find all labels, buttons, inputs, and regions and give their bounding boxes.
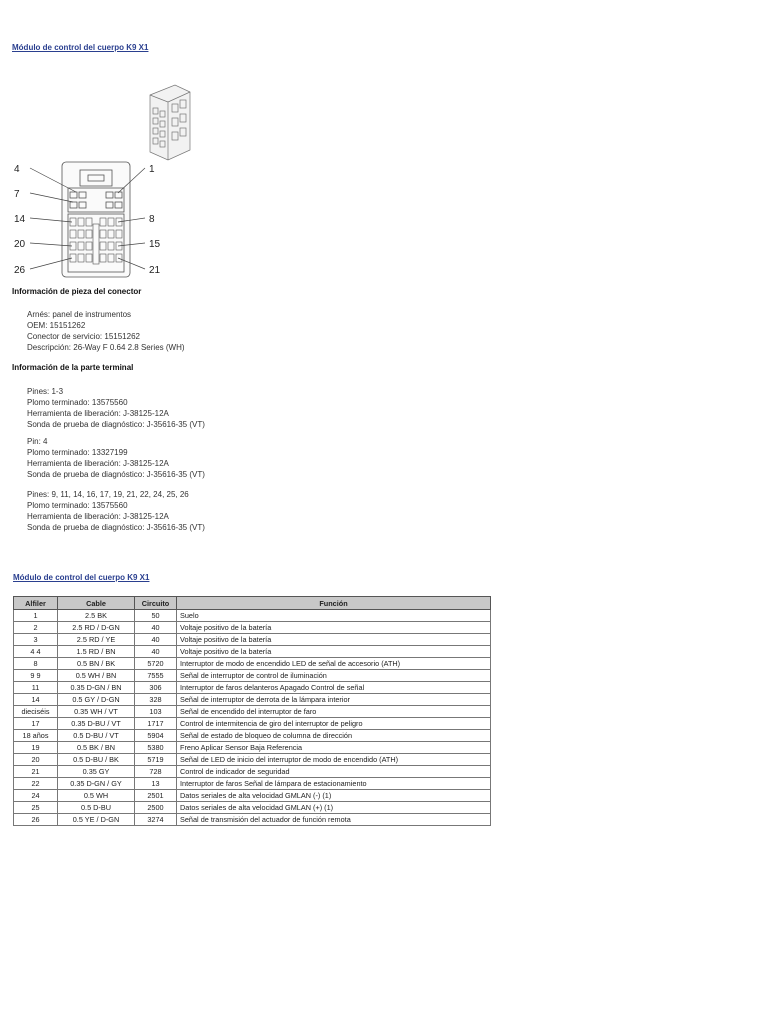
pin-label-left: 7 (14, 189, 20, 200)
cell-pin: 21 (14, 766, 58, 778)
pin-label-right: 1 (149, 164, 155, 175)
cell-wire: 0.35 D-GN / BN (58, 682, 135, 694)
cell-wire: 2.5 BK (58, 610, 135, 622)
cell-wire: 2.5 RD / YE (58, 634, 135, 646)
terminal-info-block (27, 436, 205, 480)
cell-function: Interruptor de faros delanteros Apagado Control de señal (177, 682, 491, 694)
pin-label-left: 26 (14, 265, 26, 276)
column-header-function: Función (177, 597, 491, 610)
cell-wire: 0.5 D-BU / VT (58, 730, 135, 742)
cell-pin: 19 (14, 742, 58, 754)
cell-pin: 2 (14, 622, 58, 634)
table-row (14, 742, 491, 754)
table-row (14, 634, 491, 646)
connector-isometric-image (150, 85, 190, 160)
info-line: Sonda de prueba de diagnóstico: J-35616-35 (VT) (27, 523, 205, 532)
table-header-row (14, 597, 491, 610)
info-line: Plomo terminado: 13575560 (27, 501, 128, 510)
table-row (14, 814, 491, 826)
cell-circuit: 2501 (135, 790, 177, 802)
info-line: OEM: 15151262 (27, 321, 86, 330)
table-row (14, 646, 491, 658)
cell-function: Datos seriales de alta velocidad GMLAN (+) (1) (177, 802, 491, 814)
cell-circuit: 5904 (135, 730, 177, 742)
cell-wire: 0.5 BK / BN (58, 742, 135, 754)
cell-pin: 25 (14, 802, 58, 814)
connector-info-block (27, 309, 185, 353)
cell-pin: 20 (14, 754, 58, 766)
cell-circuit: 328 (135, 694, 177, 706)
cell-circuit: 7555 (135, 670, 177, 682)
column-header-wire: Cable (58, 597, 135, 610)
cell-circuit: 1717 (135, 718, 177, 730)
cell-wire: 0.35 D-BU / VT (58, 718, 135, 730)
pin-label-left: 4 (14, 164, 20, 175)
cell-pin: 18 años (14, 730, 58, 742)
cell-wire: 0.35 WH / VT (58, 706, 135, 718)
connector-face (62, 162, 130, 277)
info-line: Plomo terminado: 13327199 (27, 448, 128, 457)
table-row (14, 802, 491, 814)
info-line: Sonda de prueba de diagnóstico: J-35616-35 (VT) (27, 470, 205, 479)
cell-wire: 0.5 GY / D-GN (58, 694, 135, 706)
cell-function: Interruptor de faros Señal de lámpara de estacionamiento (177, 778, 491, 790)
cell-circuit: 40 (135, 646, 177, 658)
table-row (14, 670, 491, 682)
cell-wire: 0.5 YE / D-GN (58, 814, 135, 826)
table-row (14, 682, 491, 694)
pin-label-right: 21 (149, 265, 161, 276)
cell-pin: 22 (14, 778, 58, 790)
cell-function: Control de intermitencia de giro del interruptor de peligro (177, 718, 491, 730)
table-row (14, 610, 491, 622)
terminal-info-heading: Información de la parte terminal (12, 363, 134, 372)
cell-wire: 0.5 BN / BK (58, 658, 135, 670)
cell-function: Señal de estado de bloqueo de columna de dirección (177, 730, 491, 742)
info-line: Conector de servicio: 15151262 (27, 332, 140, 341)
table-body (14, 610, 491, 826)
cell-function: Señal de LED de inicio del interruptor de modo de encendido (ATH) (177, 754, 491, 766)
cell-pin: 1 (14, 610, 58, 622)
info-line: Sonda de prueba de diagnóstico: J-35616-35 (VT) (27, 420, 205, 429)
info-line: Herramienta de liberación: J-38125-12A (27, 409, 169, 418)
table-row (14, 778, 491, 790)
cell-wire: 0.35 GY (58, 766, 135, 778)
cell-pin: 3 (14, 634, 58, 646)
cell-circuit: 5720 (135, 658, 177, 670)
info-line: Descripción: 26-Way F 0.64 2.8 Series (WH) (27, 343, 185, 352)
cell-circuit: 103 (135, 706, 177, 718)
pin-label-left: 14 (14, 214, 26, 225)
cell-circuit: 50 (135, 610, 177, 622)
cell-circuit: 306 (135, 682, 177, 694)
cell-function: Voltaje positivo de la batería (177, 634, 491, 646)
pinout-table (13, 596, 491, 826)
cell-function: Señal de interruptor de derrota de la lámpara interior (177, 694, 491, 706)
table-row (14, 766, 491, 778)
pin-label-left: 20 (14, 239, 26, 250)
info-line: Herramienta de liberación: J-38125-12A (27, 459, 169, 468)
table-row (14, 718, 491, 730)
info-line: Herramienta de liberación: J-38125-12A (27, 512, 169, 521)
cell-pin: 24 (14, 790, 58, 802)
cell-pin: dieciséis (14, 706, 58, 718)
cell-pin: 8 (14, 658, 58, 670)
table-row (14, 730, 491, 742)
cell-circuit: 40 (135, 622, 177, 634)
cell-function: Interruptor de modo de encendido LED de señal de accesorio (ATH) (177, 658, 491, 670)
cell-circuit: 40 (135, 634, 177, 646)
cell-circuit: 5719 (135, 754, 177, 766)
cell-circuit: 5380 (135, 742, 177, 754)
table-row (14, 790, 491, 802)
cell-circuit: 13 (135, 778, 177, 790)
cell-wire: 2.5 RD / D-GN (58, 622, 135, 634)
cell-function: Voltaje positivo de la batería (177, 622, 491, 634)
terminal-info-block (27, 489, 205, 533)
cell-pin: 14 (14, 694, 58, 706)
pin-label-right: 15 (149, 239, 161, 250)
table-row (14, 706, 491, 718)
terminal-info-block (27, 386, 205, 430)
cell-wire: 0.35 D-GN / GY (58, 778, 135, 790)
cell-function: Datos seriales de alta velocidad GMLAN (-) (1) (177, 790, 491, 802)
cell-function: Señal de transmisión del actuador de función remota (177, 814, 491, 826)
info-line: Pin: 4 (27, 437, 48, 446)
cell-pin: 4 4 (14, 646, 58, 658)
cell-circuit: 2500 (135, 802, 177, 814)
cell-wire: 0.5 D-BU / BK (58, 754, 135, 766)
cell-pin: 17 (14, 718, 58, 730)
connector-info-heading: Información de pieza del conector (12, 287, 142, 296)
page-title-link[interactable]: Módulo de control del cuerpo K9 X1 (12, 43, 149, 52)
info-line: Pines: 9, 11, 14, 16, 17, 19, 21, 22, 24, 25, 26 (27, 490, 189, 499)
table-row (14, 754, 491, 766)
cell-pin: 11 (14, 682, 58, 694)
table-row (14, 694, 491, 706)
cell-function: Control de indicador de seguridad (177, 766, 491, 778)
info-line: Arnés: panel de instrumentos (27, 310, 132, 319)
cell-pin: 9 9 (14, 670, 58, 682)
cell-function: Señal de encendido del interruptor de faro (177, 706, 491, 718)
info-line: Plomo terminado: 13575560 (27, 398, 128, 407)
column-header-pin: Alfiler (14, 597, 58, 610)
pin-label-right: 8 (149, 214, 155, 225)
connector-diagram (0, 70, 200, 280)
cell-pin: 26 (14, 814, 58, 826)
cell-function: Freno Aplicar Sensor Baja Referencia (177, 742, 491, 754)
cell-function: Señal de interruptor de control de iluminación (177, 670, 491, 682)
info-line: Pines: 1-3 (27, 387, 64, 396)
table-title-link[interactable]: Módulo de control del cuerpo K9 X1 (13, 573, 150, 582)
table-row (14, 622, 491, 634)
cell-circuit: 3274 (135, 814, 177, 826)
cell-function: Suelo (177, 610, 491, 622)
cell-wire: 0.5 D-BU (58, 802, 135, 814)
cell-function: Voltaje positivo de la batería (177, 646, 491, 658)
cell-wire: 0.5 WH (58, 790, 135, 802)
cell-wire: 0.5 WH / BN (58, 670, 135, 682)
column-header-circuit: Circuito (135, 597, 177, 610)
cell-wire: 1.5 RD / BN (58, 646, 135, 658)
cell-circuit: 728 (135, 766, 177, 778)
table-row (14, 658, 491, 670)
